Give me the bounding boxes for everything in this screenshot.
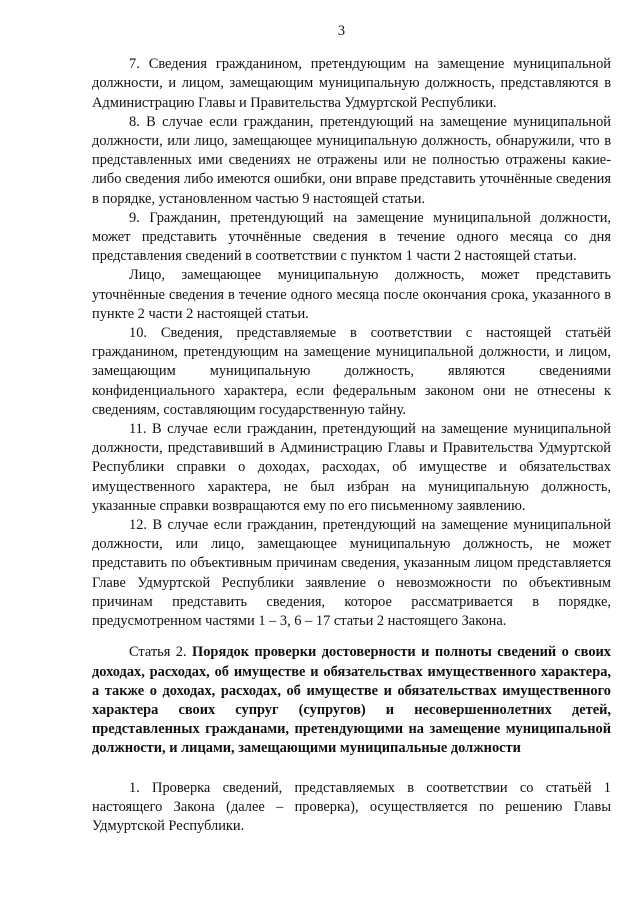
paragraph-8: 8. В случае если гражданин, претендующий на замещение муниципальной должности, или лицо, замещающее муниципальную должность, обнаружили, что в представленных ими сведениях не отражены или не полностью отражены какие-либо сведения либо имеются ошибки, они вправе представить уточнённые сведения в порядке, установленном частью 9 настоящей статьи. <box>92 113 611 207</box>
article-label: Статья 2. <box>129 644 187 661</box>
page-number: 3 <box>337 23 346 39</box>
article-2-paragraph-1: 1. Проверка сведений, представляемых в соответствии со статьёй 1 настоящего Закона (далее – проверка), осуществляется по решению Главы Удмуртской Республики. <box>92 779 611 834</box>
paragraph-9-second: Лицо, замещающее муниципальную должность, может представить уточнённые сведения в течение одного месяца после окончания срока, указанного в пункте 2 части 2 настоящей статьи. <box>92 267 611 322</box>
article-title: Порядок проверки достоверности и полноты сведений о своих доходах, расходах, об имуществе и обязательствах имущественного характера, а также о доходах, расходах, об имуществе и обязательствах имущественного характера своих супруг (супругов) и несовершеннолетних детей, представленных гражданами, претендующими на замещение муниципальной должности, и лицами, замещающими муниципальные должности <box>92 644 612 757</box>
paragraph-9: 9. Гражданин, претендующий на замещение муниципальной должности, может представить уточнённые сведения в течение одного месяца со дня представления сведений в соответствии с пунктом 1 части 2 настоящей статьи. <box>92 209 611 265</box>
paragraph-7: 7. Сведения гражданином, претендующим на замещение муниципальной должности, и лицом, замещающим муниципальную должность, представляются в Администрацию Главы и Правительства Удмуртской Республики. <box>92 56 611 111</box>
article-heading <box>92 643 611 758</box>
document-page <box>92 22 611 836</box>
paragraph-11: 11. В случае если гражданин, претендующий на замещение муниципальной должности, представивший в Администрацию Главы и Правительства Удмуртской Республики справки о доходах, расходах, об имуществе и обязательствах имущественного характера, не был избран на муниципальную должность, указанные справки возвращаются ему по его письменному заявлению. <box>92 421 611 514</box>
paragraph-12: 12. В случае если гражданин, претендующий на замещение муниципальной должности, или лицо, замещающее муниципальную должность, не может представить по объективным причинам сведения, указанным лицом представляется Главе Удмуртской Республики заявление о невозможности по объективным причинам представить сведения, которое рассматривается в порядке, предусмотренном частями 1 – 3, 6 – 17 статьи 2 настоящего Закона. <box>92 517 611 630</box>
paragraph-10: 10. Сведения, представляемые в соответствии с настоящей статьёй гражданином, претендующим на замещение муниципальной должности, и лицом, замещающим муниципальную должность, являются сведениями конфиденциального характера, если федеральным законом они не отнесены к сведениям, составляющим государственную тайну. <box>92 325 611 418</box>
article-2-section <box>92 643 611 758</box>
